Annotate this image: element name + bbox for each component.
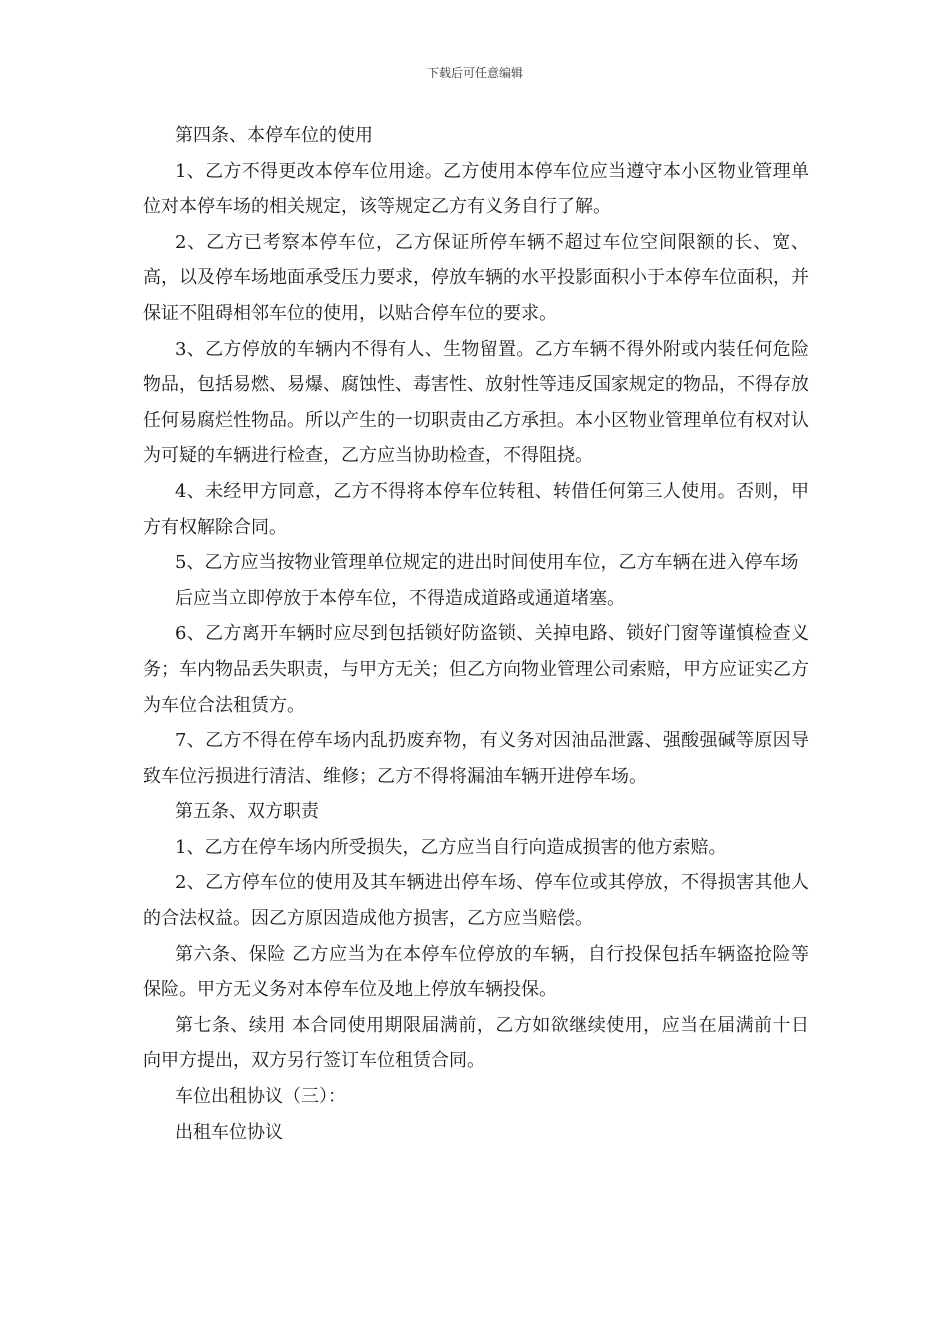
paragraph-article-7-renewal: 第七条、续用 本合同使用期限届满前，乙方如欲继续使用，应当在届满前十日向甲方提出，双方另行签订车位租赁合同。 — [143, 1014, 809, 1072]
paragraph-article-6-insurance: 第六条、保险 乙方应当为在本停车位停放的车辆，自行投保包括车辆盗抢险等保险。甲方无义务对本停车位及地上停放车辆投保。 — [143, 943, 809, 1001]
paragraph-clause-4-6: 6、乙方离开车辆时应尽到包括锁好防盗锁、关掉电路、锁好门窗等谨慎检查义务；车内物品丢失职责，与甲方无关；但乙方向物业管理公司索赔，甲方应证实乙方为车位合法租赁方。 — [143, 623, 809, 716]
section-heading-article-5: 第五条、双方职责 — [175, 801, 319, 823]
paragraph-clause-4-3: 3、乙方停放的车辆内不得有人、生物留置。乙方车辆不得外附或内装任何危险物品，包括易燃、易爆、腐蚀性、毒害性、放射性等违反国家规定的物品，不得存放任何易腐烂性物品。所以产生的一切职责由乙方承担。本小区物业管理单位有权对认为可疑的车辆进行检查，乙方应当协助检查，不得阻挠。 — [143, 338, 809, 467]
paragraph-clause-5-1: 1、乙方在停车场内所受损失，乙方应当自行向造成损害的他方索赔。 — [175, 836, 727, 858]
paragraph-clause-4-1: 1、乙方不得更改本停车位用途。乙方使用本停车位应当遵守本小区物业管理单位对本停车场的相关规定，该等规定乙方有义务自行了解。 — [143, 160, 809, 218]
paragraph-clause-5-2: 2、乙方停车位的使用及其车辆进出停车场、停车位或其停放，不得损害其他人的合法权益。因乙方原因造成他方损害，乙方应当赔偿。 — [143, 872, 809, 930]
paragraph-clause-4-2: 2、乙方已考察本停车位，乙方保证所停车辆不超过车位空间限额的长、宽、高，以及停车场地面承受压力要求，停放车辆的水平投影面积小于本停车位面积，并保证不阻碍相邻车位的使用，以贴合停车位的要求。 — [143, 231, 809, 324]
document-body — [143, 118, 809, 1150]
section-heading-rental-agreement: 出租车位协议 — [175, 1121, 283, 1143]
paragraph-clause-4-7: 7、乙方不得在停车场内乱扔废弃物，有义务对因油品泄露、强酸强碱等原因导致车位污损进行清洁、维修；乙方不得将漏油车辆开进停车场。 — [143, 730, 809, 787]
paragraph-clause-4-4: 4、未经甲方同意，乙方不得将本停车位转租、转借任何第三人使用。否则，甲方有权解除合同。 — [143, 480, 809, 538]
section-heading-agreement-3: 车位出租协议（三）： — [175, 1086, 346, 1108]
page-header-note: 下载后可任意编辑 — [426, 66, 523, 80]
paragraph-clause-4-5-continued: 后应当立即停放于本停车位，不得造成道路或通道堵塞。 — [175, 587, 625, 609]
section-heading-article-4: 第四条、本停车位的使用 — [175, 125, 373, 146]
paragraph-clause-4-5: 5、乙方应当按物业管理单位规定的进出时间使用车位，乙方车辆在进入停车场 — [175, 552, 799, 574]
